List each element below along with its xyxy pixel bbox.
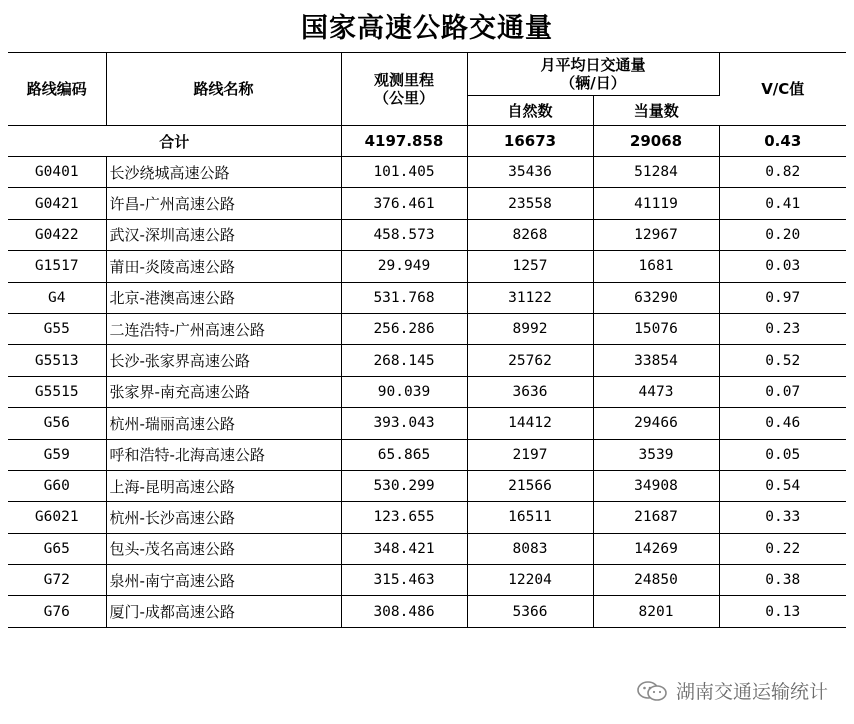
cell-route-code: G5513 <box>8 345 106 376</box>
cell-equivalent-count: 63290 <box>593 282 719 313</box>
cell-route-name: 许昌-广州高速公路 <box>106 188 341 219</box>
table-row <box>8 565 846 596</box>
cell-natural-count: 23558 <box>467 188 593 219</box>
cell-vc-ratio: 0.20 <box>719 219 846 250</box>
cell-route-code: G55 <box>8 313 106 344</box>
cell-natural-count: 12204 <box>467 565 593 596</box>
table-row <box>8 439 846 470</box>
header-route-name: 路线名称 <box>106 53 341 126</box>
cell-vc-ratio: 0.03 <box>719 251 846 282</box>
cell-mileage: 123.655 <box>341 502 467 533</box>
cell-natural-count: 2197 <box>467 439 593 470</box>
table-row <box>8 219 846 250</box>
cell-mileage: 376.461 <box>341 188 467 219</box>
watermark-text: 湖南交通运输统计 <box>675 681 828 703</box>
cell-route-code: G5515 <box>8 376 106 407</box>
cell-natural-count: 31122 <box>467 282 593 313</box>
cell-route-name: 呼和浩特-北海高速公路 <box>106 439 341 470</box>
cell-natural-count: 14412 <box>467 408 593 439</box>
cell-route-name: 莆田-炎陵高速公路 <box>106 251 341 282</box>
cell-mileage: 308.486 <box>341 596 467 627</box>
cell-natural-count: 35436 <box>467 157 593 188</box>
cell-equivalent-count: 1681 <box>593 251 719 282</box>
wechat-icon <box>636 680 668 702</box>
cell-vc-ratio: 0.05 <box>719 439 846 470</box>
cell-mileage: 531.768 <box>341 282 467 313</box>
cell-equivalent-count: 12967 <box>593 219 719 250</box>
header-natural: 自然数 <box>467 96 593 126</box>
cell-natural-count: 8992 <box>467 313 593 344</box>
cell-equivalent-count: 29466 <box>593 408 719 439</box>
table-row <box>8 282 846 313</box>
total-equivalent: 29068 <box>593 126 719 157</box>
cell-route-name: 厦门-成都高速公路 <box>106 596 341 627</box>
total-natural: 16673 <box>467 126 593 157</box>
cell-equivalent-count: 8201 <box>593 596 719 627</box>
table-row <box>8 345 846 376</box>
cell-natural-count: 5366 <box>467 596 593 627</box>
cell-vc-ratio: 0.97 <box>719 282 846 313</box>
cell-vc-ratio: 0.41 <box>719 188 846 219</box>
table-row <box>8 313 846 344</box>
cell-mileage: 530.299 <box>341 470 467 501</box>
cell-mileage: 458.573 <box>341 219 467 250</box>
page-title: 国家高速公路交通量 <box>301 13 553 44</box>
cell-vc-ratio: 0.07 <box>719 376 846 407</box>
cell-vc-ratio: 0.33 <box>719 502 846 533</box>
cell-route-code: G0401 <box>8 157 106 188</box>
cell-route-name: 长沙绕城高速公路 <box>106 157 341 188</box>
cell-vc-ratio: 0.82 <box>719 157 846 188</box>
cell-route-name: 北京-港澳高速公路 <box>106 282 341 313</box>
table-row <box>8 533 846 564</box>
cell-route-name: 上海-昆明高速公路 <box>106 470 341 501</box>
cell-vc-ratio: 0.23 <box>719 313 846 344</box>
cell-route-name: 张家界-南充高速公路 <box>106 376 341 407</box>
cell-route-code: G1517 <box>8 251 106 282</box>
cell-route-code: G0422 <box>8 219 106 250</box>
cell-vc-ratio: 0.13 <box>719 596 846 627</box>
cell-vc-ratio: 0.54 <box>719 470 846 501</box>
total-row <box>8 126 846 157</box>
cell-route-name: 长沙-张家界高速公路 <box>106 345 341 376</box>
header-route-code: 路线编码 <box>8 53 106 126</box>
cell-equivalent-count: 41119 <box>593 188 719 219</box>
cell-vc-ratio: 0.46 <box>719 408 846 439</box>
cell-route-code: G60 <box>8 470 106 501</box>
cell-route-code: G65 <box>8 533 106 564</box>
cell-vc-ratio: 0.38 <box>719 565 846 596</box>
cell-route-name: 武汉-深圳高速公路 <box>106 219 341 250</box>
total-label: 合计 <box>8 126 341 157</box>
total-vc: 0.43 <box>719 126 846 157</box>
cell-route-code: G76 <box>8 596 106 627</box>
cell-equivalent-count: 51284 <box>593 157 719 188</box>
header-equivalent: 当量数 <box>593 96 719 126</box>
table-row <box>8 376 846 407</box>
cell-route-code: G0421 <box>8 188 106 219</box>
cell-route-code: G72 <box>8 565 106 596</box>
cell-equivalent-count: 21687 <box>593 502 719 533</box>
cell-route-code: G4 <box>8 282 106 313</box>
cell-equivalent-count: 3539 <box>593 439 719 470</box>
cell-mileage: 393.043 <box>341 408 467 439</box>
cell-route-code: G56 <box>8 408 106 439</box>
cell-mileage: 268.145 <box>341 345 467 376</box>
cell-mileage: 29.949 <box>341 251 467 282</box>
cell-mileage: 348.421 <box>341 533 467 564</box>
cell-natural-count: 8083 <box>467 533 593 564</box>
table-row <box>8 157 846 188</box>
table-row <box>8 596 846 627</box>
cell-equivalent-count: 24850 <box>593 565 719 596</box>
header-vc-ratio: V/C值 <box>719 53 846 126</box>
cell-route-code: G59 <box>8 439 106 470</box>
cell-natural-count: 16511 <box>467 502 593 533</box>
cell-natural-count: 21566 <box>467 470 593 501</box>
cell-route-code: G6021 <box>8 502 106 533</box>
cell-mileage: 101.405 <box>341 157 467 188</box>
cell-mileage: 90.039 <box>341 376 467 407</box>
table-row <box>8 470 846 501</box>
cell-equivalent-count: 33854 <box>593 345 719 376</box>
cell-route-name: 二连浩特-广州高速公路 <box>106 313 341 344</box>
cell-natural-count: 8268 <box>467 219 593 250</box>
header-mileage: 观测里程 （公里） <box>341 53 467 126</box>
table-row <box>8 188 846 219</box>
cell-equivalent-count: 14269 <box>593 533 719 564</box>
table-row <box>8 502 846 533</box>
table-row <box>8 251 846 282</box>
cell-route-name: 泉州-南宁高速公路 <box>106 565 341 596</box>
cell-equivalent-count: 4473 <box>593 376 719 407</box>
cell-mileage: 315.463 <box>341 565 467 596</box>
cell-natural-count: 1257 <box>467 251 593 282</box>
cell-route-name: 杭州-瑞丽高速公路 <box>106 408 341 439</box>
traffic-table <box>8 52 846 628</box>
cell-natural-count: 3636 <box>467 376 593 407</box>
watermark <box>636 677 828 704</box>
cell-mileage: 256.286 <box>341 313 467 344</box>
cell-route-name: 杭州-长沙高速公路 <box>106 502 341 533</box>
header-daily-traffic: 月平均日交通量 （辆/日） <box>467 53 719 96</box>
total-mileage: 4197.858 <box>341 126 467 157</box>
cell-route-name: 包头-茂名高速公路 <box>106 533 341 564</box>
cell-natural-count: 25762 <box>467 345 593 376</box>
cell-vc-ratio: 0.22 <box>719 533 846 564</box>
cell-equivalent-count: 15076 <box>593 313 719 344</box>
cell-mileage: 65.865 <box>341 439 467 470</box>
table-row <box>8 408 846 439</box>
cell-equivalent-count: 34908 <box>593 470 719 501</box>
cell-vc-ratio: 0.52 <box>719 345 846 376</box>
